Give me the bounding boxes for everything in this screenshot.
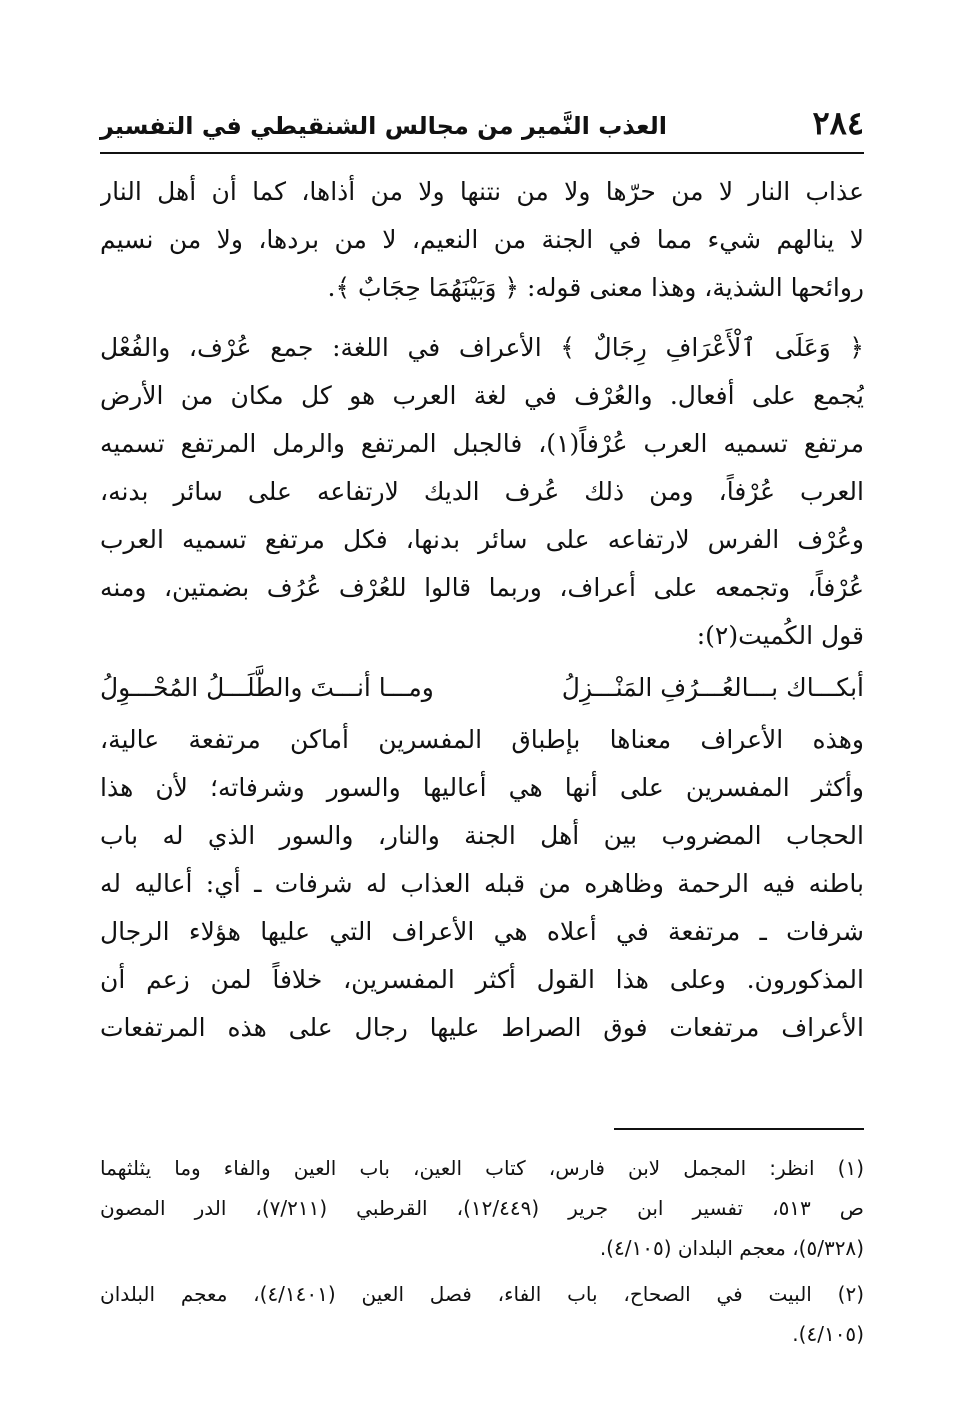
text-line: وهذه الأعراف معناها بإطباق المفسرين أماكن مرتفعة عالية، (100, 725, 864, 754)
text-line: مرتفع تسميه العرب عُرْفاً(١)، فالجبل المرتفع والرمل المرتفع تسميه (100, 429, 864, 458)
footnote-1 (100, 1148, 864, 1268)
text-line: يُجمع على أفعال. والعُرْف في لغة العرب هو كل مكان من الأرض (100, 381, 864, 410)
text-line: الحجاب المضروب بين أهل الجنة والنار، والسور الذي له باب (100, 821, 864, 850)
page-number: ٢٨٤ (812, 104, 864, 142)
paragraph-2 (100, 324, 864, 660)
paragraph-3 (100, 716, 864, 1052)
verse-second-hemistich: ومـــا أنـــتَ والطَّلَـــلُ المُحْـــوِلُ (100, 673, 434, 702)
text-line: وأكثر المفسرين على أنها هي أعاليها والسور وشرفاته؛ لأن هذا (100, 773, 864, 802)
footnote-separator (614, 1128, 864, 1130)
text-line: المذكورون. وعلى هذا القول أكثر المفسرين، خلافاً لمن زعم أن (100, 965, 864, 994)
footnote-2 (100, 1274, 864, 1354)
footnote-line: (٥/٣٢٨)، معجم البلدان (٤/١٠٥). (599, 1236, 864, 1260)
verse-first-hemistich: أبكـــاك بـــالعُـــرُفِ المَنْـــزِلُ (561, 673, 864, 702)
footnotes (100, 1148, 864, 1354)
text-line: عذاب النار لا من حرّها ولا من نتنها ولا من أذاها، كما أن أهل النار (100, 177, 864, 206)
text-line: باطنه فيه الرحمة وظاهره من قبله العذاب له شرفات ـ أي: أعاليه له (100, 869, 864, 898)
poetry-verse (100, 664, 864, 712)
footnote-line: (١) انظر: المجمل لابن فارس، كتاب العين، باب العين والفاء وما يثلثهما (100, 1156, 864, 1180)
text-line: شرفات ـ مرتفعة في أعلاه هي الأعراف التي عليها هؤلاء الرجال (100, 917, 864, 946)
footnote-line: (٤/١٠٥). (792, 1322, 864, 1346)
text-line: روائحها الشذية، وهذا معنى قوله: ﴿ وَبَيْنَهُمَا حِجَابٌ ﴾. (327, 273, 864, 302)
text-line: قول الكُميت(٢): (696, 621, 864, 650)
footnote-line: (٢) البيت في الصحاح، باب الفاء، فصل العين (٤/١٤٠١)، معجم البلدان (100, 1282, 864, 1306)
text-line: العرب عُرْفاً، ومن ذلك عُرف الديك لارتفاعه على سائر بدنه، (100, 477, 864, 506)
main-text (100, 168, 864, 1052)
footnote-line: ص ٥١٣، تفسير ابن جرير (١٢/٤٤٩)، القرطبي (٧/٢١١)، الدر المصون (100, 1196, 864, 1220)
page-header (100, 104, 864, 154)
text-line: ﴿ وَعَلَى ٱلْأَعْرَافِ رِجَالٌ ﴾ الأعراف في اللغة: جمع عُرْف، والفُعْل (100, 333, 864, 362)
text-line: عُرْفاً، وتجمعه على أعراف، وربما قالوا للعُرْف عُرُف بضمتين، ومنه (100, 573, 864, 602)
text-line: لا ينالهم شيء مما في الجنة من النعيم، لا من بردها، ولا من نسيم (100, 225, 864, 254)
text-line: وعُرْف الفرس لارتفاعه على سائر بدنها، فكل مرتفع تسميه العرب (100, 525, 864, 554)
running-title: العذب النَّمير من مجالس الشنقيطي في التفسير (100, 112, 667, 140)
text-line: الأعراف مرتفعات فوق الصراط عليها رجال على هذه المرتفعات (100, 1013, 864, 1042)
paragraph-1 (100, 168, 864, 312)
